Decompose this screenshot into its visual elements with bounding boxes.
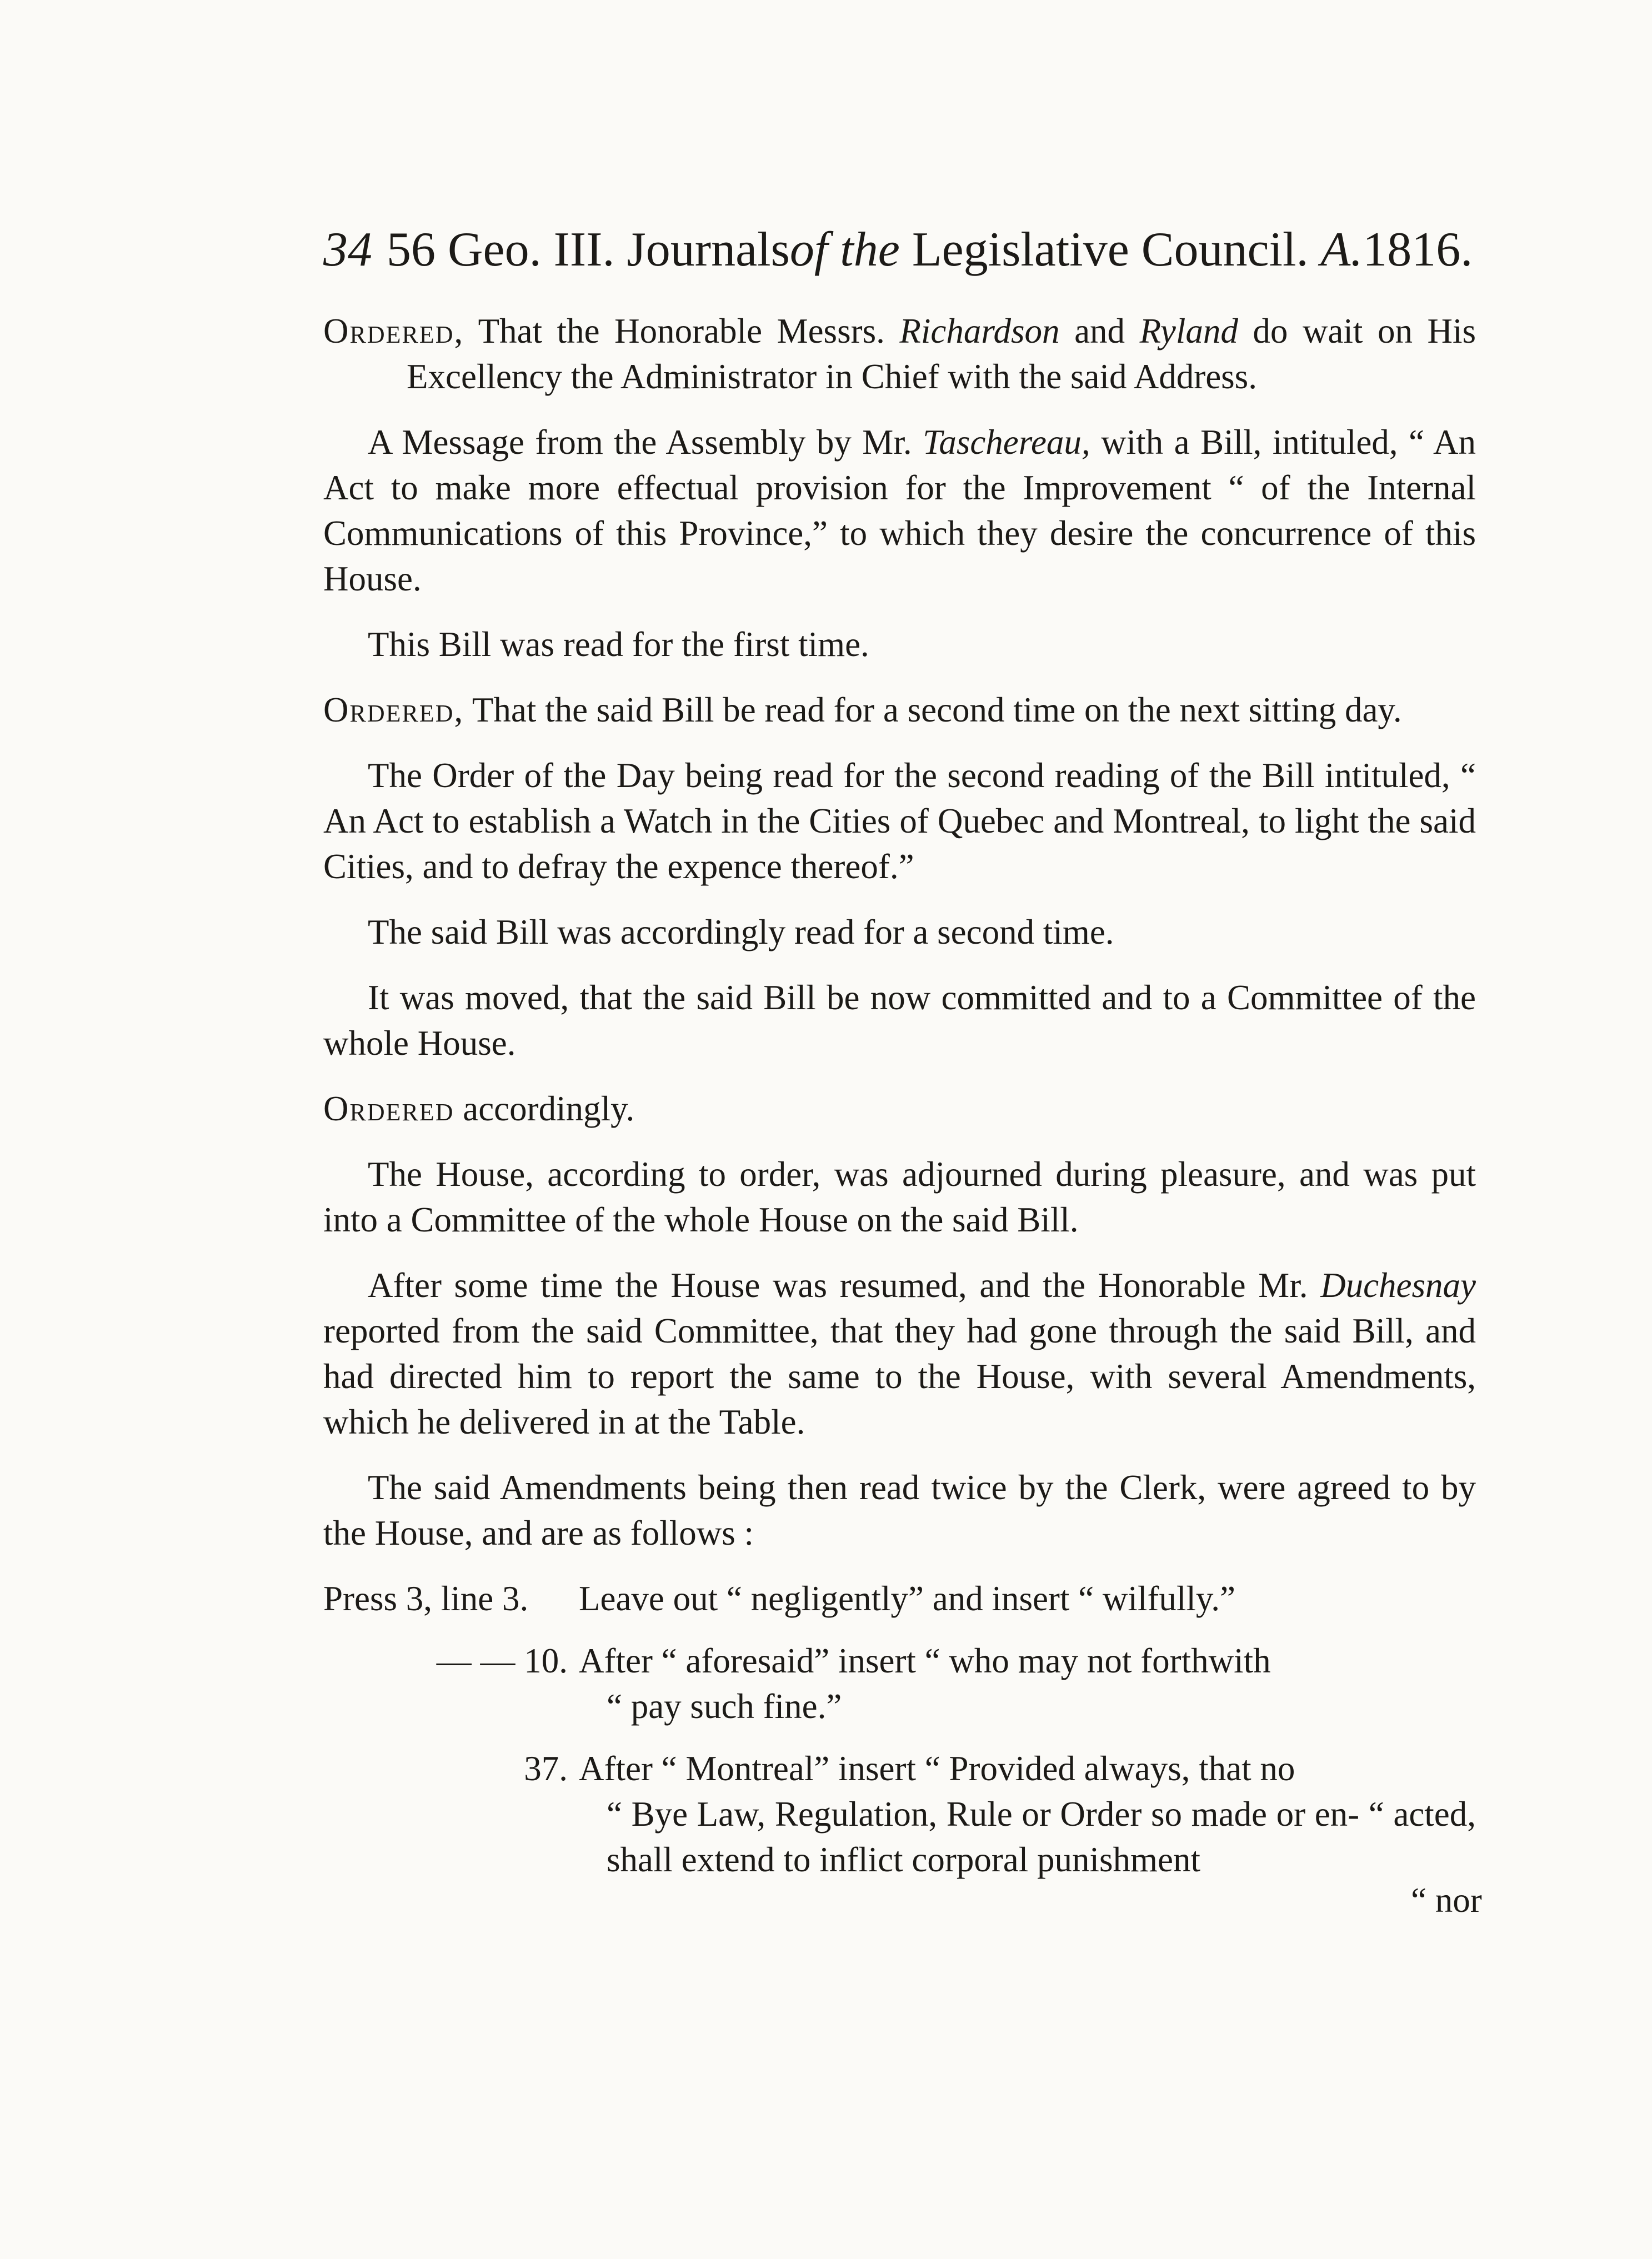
- paragraph-text: That the said Bill be read for a second time on the next sitting day.: [472, 690, 1402, 729]
- paragraph-first-reading: This Bill was read for the first time.: [368, 625, 869, 664]
- running-header: [323, 219, 1479, 281]
- regnal-year: 56 Geo. III.: [387, 223, 615, 277]
- paragraph-text: After some time the House was resumed, and the Honorable Mr.: [368, 1266, 1321, 1305]
- name-duchesnay: Duchesnay: [1320, 1266, 1476, 1305]
- paragraph-ordered-accordingly: [323, 1086, 1476, 1131]
- paragraph-amendments-intro: The said Amendments being then read twice by the Clerk, were agreed to by the House, and are as follows :: [323, 1468, 1476, 1552]
- amendment-text: Leave out “ negligently” and insert “ wilfully.”: [579, 1579, 1235, 1618]
- amendment-ref: Press 3, line 3.: [323, 1579, 529, 1618]
- catchword: “ nor: [1411, 1881, 1482, 1920]
- paragraph-resumed: [323, 1263, 1476, 1445]
- name-richardson: Richardson: [899, 312, 1060, 350]
- anno-abbrev: A.: [1320, 223, 1363, 277]
- paragraph-moved: It was moved, that the said Bill be now committed and to a Committee of the whole House.: [323, 978, 1476, 1063]
- amendment-text: [579, 1638, 1476, 1729]
- ordered-lead: Ordered,: [323, 312, 464, 350]
- paragraph-text: and: [1059, 312, 1140, 350]
- amendment-ref: 37.: [524, 1749, 568, 1788]
- amendment-continuation: “ Bye Law, Regulation, Rule or Order so made or en- “ acted, shall extend to inflict corporal punishment: [607, 1795, 1476, 1879]
- amendment-item: [323, 1576, 1476, 1621]
- paragraph-text: reported from the said Committee, that they had gone through the said Bill, and had directed him to report the same to the House, with several Amendments, which he delivered in at the Table.: [323, 1311, 1476, 1441]
- amendment-text: [579, 1746, 1476, 1882]
- ordered-lead: Ordered: [323, 1089, 454, 1128]
- paragraph-text: That the Honorable Messrs.: [478, 312, 900, 350]
- of-the-word: of the: [789, 223, 900, 277]
- year: 1816.: [1363, 223, 1473, 277]
- amendment-line: After “ Montreal” insert “ Provided always, that no: [579, 1749, 1295, 1788]
- paragraph-ordered-second: [323, 687, 1476, 733]
- journal-body: [323, 308, 1476, 1899]
- paragraph-text: accordingly.: [463, 1089, 635, 1128]
- name-taschereau: Taschereau,: [923, 423, 1090, 462]
- amendment-item: [323, 1746, 1476, 1882]
- paragraph-ordered-address: [323, 308, 1476, 399]
- paragraph-text: A Message from the Assembly by Mr.: [368, 423, 923, 462]
- paragraph-committee: The House, according to order, was adjourned during pleasure, and was put into a Committee of the whole House on the said Bill.: [323, 1155, 1476, 1239]
- amendment-item: [323, 1638, 1476, 1729]
- paragraph-second-reading: The said Bill was accordingly read for a second time.: [368, 913, 1114, 951]
- amendment-ref: — — 10.: [436, 1641, 568, 1680]
- page-number: 34: [323, 223, 372, 277]
- ordered-lead: Ordered,: [323, 690, 464, 729]
- paragraph-order-of-day: The Order of the Day being read for the second reading of the Bill intituled, “ An Act to establish a Watch in the Cities of Quebec and Montreal, to light the said Cities, and to defray the expence thereof.”: [323, 756, 1476, 886]
- amendment-continuation: “ pay such fine.”: [607, 1687, 842, 1726]
- journals-word: Journals: [627, 223, 790, 277]
- amendment-line: After “ aforesaid” insert “ who may not forthwith: [579, 1641, 1271, 1680]
- council-title: Legislative Council.: [912, 223, 1309, 277]
- paragraph-text: with a Bill, intituled, “ An Act to make more effectual provision for the Improvement “ of the Internal Communications of this Province,” to which they desire the concurrence of this House.: [323, 423, 1476, 598]
- name-ryland: Ryland: [1139, 312, 1238, 350]
- paragraph-message: [323, 419, 1476, 602]
- paragraph-text: do wait on His Excellency the Administrator in Chief with the said Address.: [407, 312, 1476, 396]
